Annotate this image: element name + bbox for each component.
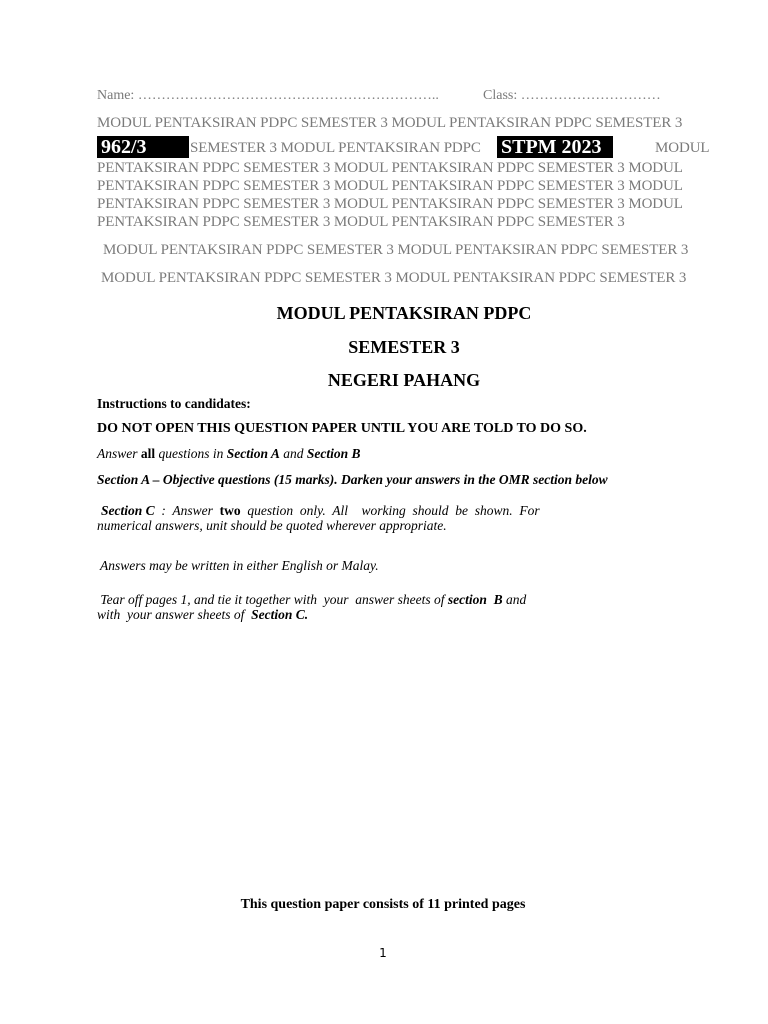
section-c-line-1 (97, 503, 567, 518)
page-number: 1 (379, 946, 387, 960)
watermark-line-8: MODUL PENTAKSIRAN PDPC SEMESTER 3 MODUL PENTAKSIRAN PDPC SEMESTER 3 (101, 270, 687, 286)
title-semester: SEMESTER 3 (348, 337, 460, 357)
section-c-line-2: numerical answers, unit should be quoted wherever appropriate. (97, 518, 447, 533)
watermark-line-4: PENTAKSIRAN PDPC SEMESTER 3 MODUL PENTAKSIRAN PDPC SEMESTER 3 MODUL (97, 178, 683, 194)
tear-and: and (502, 592, 527, 607)
tear-line-1 (97, 592, 567, 607)
paper-code-badge: 962/3 (97, 136, 189, 158)
tear-off-instruction (97, 592, 567, 622)
watermark-line-7: MODUL PENTAKSIRAN PDPC SEMESTER 3 MODUL PENTAKSIRAN PDPC SEMESTER 3 (103, 242, 689, 258)
do-not-open-warning: DO NOT OPEN THIS QUESTION PAPER UNTIL YOU ARE TOLD TO DO SO. (97, 421, 587, 436)
tear-section-b: section B (447, 592, 503, 607)
name-field-label: Name: ……………………………………………………….. (97, 88, 439, 103)
section-c-label: Section C (101, 503, 155, 518)
watermark-line-1: MODUL PENTAKSIRAN PDPC SEMESTER 3 MODUL PENTAKSIRAN PDPC SEMESTER 3 (97, 115, 683, 131)
watermark-line-5: PENTAKSIRAN PDPC SEMESTER 3 MODUL PENTAKSIRAN PDPC SEMESTER 3 MODUL (97, 196, 683, 212)
section-c-rest: question only. All working should be shown. For (240, 503, 540, 518)
answer-mid: questions in (155, 446, 227, 461)
tear-pre: Tear off pages 1, and tie it together with your answer sheets of (97, 592, 448, 607)
answer-section-b: Section B (306, 446, 361, 461)
section-c-instruction (97, 503, 567, 533)
class-field-label: Class: ………………………… (483, 88, 661, 103)
answer-instruction (97, 446, 361, 462)
watermark-line-2-end: MODUL (655, 140, 710, 156)
exam-year-badge: STPM 2023 (497, 136, 613, 158)
tear-line-2 (97, 607, 567, 622)
answer-section-a: Section A (226, 446, 280, 461)
answer-and: and (279, 446, 307, 461)
watermark-line-6: PENTAKSIRAN PDPC SEMESTER 3 MODUL PENTAKSIRAN PDPC SEMESTER 3 (97, 214, 625, 230)
watermark-line-2: SEMESTER 3 MODUL PENTAKSIRAN PDPC (190, 140, 481, 156)
section-c-pre: : Answer (154, 503, 220, 518)
section-c-two: two (219, 503, 241, 518)
title-module: MODUL PENTAKSIRAN PDPC (276, 303, 532, 323)
watermark-line-3: PENTAKSIRAN PDPC SEMESTER 3 MODUL PENTAKSIRAN PDPC SEMESTER 3 MODUL (97, 160, 683, 176)
tear-line2-pre: with your answer sheets of (97, 607, 252, 622)
answer-pre: Answer (97, 446, 141, 461)
language-instruction: Answers may be written in either English or Malay. (100, 558, 379, 573)
answer-all: all (140, 446, 156, 461)
section-a-instruction: Section A – Objective questions (15 marks). Darken your answers in the OMR section below (97, 472, 608, 487)
page-count-note: This question paper consists of 11 printed pages (240, 897, 526, 912)
title-state: NEGERI PAHANG (327, 370, 481, 390)
instructions-heading: Instructions to candidates: (97, 396, 251, 411)
tear-section-c: Section C. (251, 607, 309, 622)
